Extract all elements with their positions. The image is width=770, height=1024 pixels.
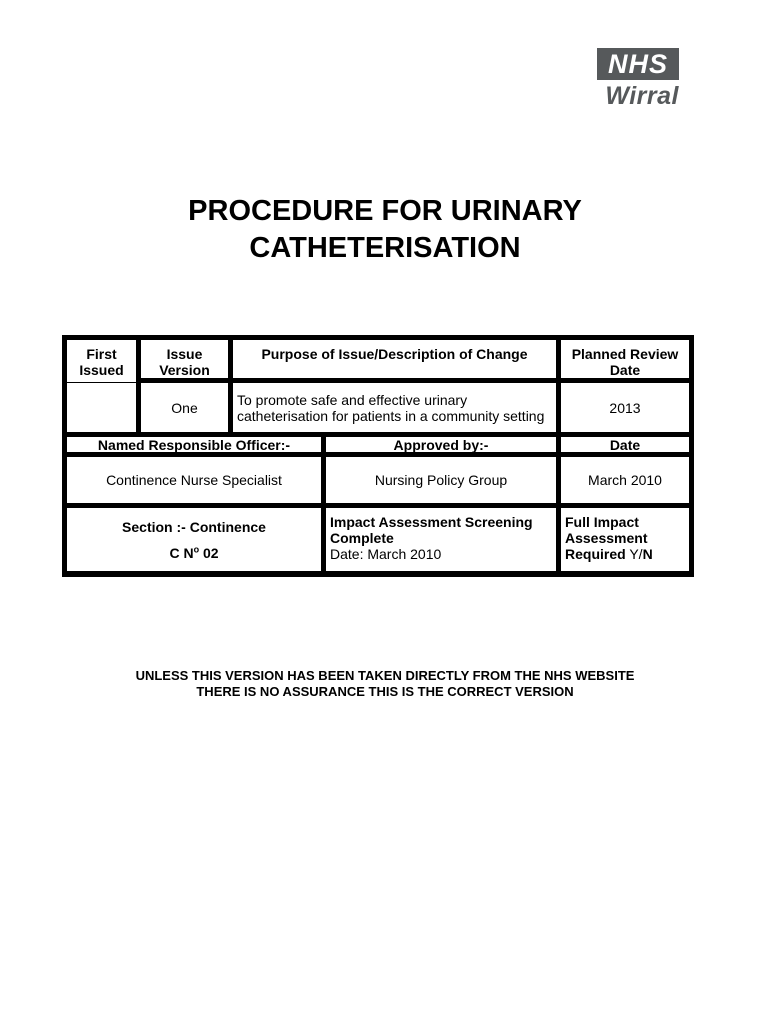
nhs-wirral-logo: [597, 48, 679, 110]
cell-purpose: To promote safe and effective urinary catheterisation for patients in a community setting: [232, 382, 557, 433]
header-issue-version: Issue Version: [140, 339, 229, 379]
page-title: [0, 193, 770, 267]
impact-date: Date: March 2010: [330, 546, 442, 562]
cell-approved-by: Nursing Policy Group: [325, 456, 557, 504]
title-line-2: CATHETERISATION: [249, 232, 521, 264]
cell-section: [66, 507, 322, 572]
impact-heading: Impact Assessment Screening Complete: [330, 514, 533, 546]
version-notice: [0, 668, 770, 700]
cell-full-impact: [560, 507, 690, 572]
full-impact-heading: Full Impact Assessment: [565, 514, 648, 546]
logo-region: Wirral: [605, 82, 679, 110]
section-label: Section :- Continence: [122, 518, 266, 535]
cell-first-issued: [66, 382, 137, 433]
cell-date: March 2010: [560, 456, 690, 504]
header-purpose: Purpose of Issue/Description of Change: [232, 339, 557, 379]
header-first-issued: First Issued: [66, 339, 137, 413]
cell-planned-review: 2013: [560, 382, 690, 433]
notice-line-2: THERE IS NO ASSURANCE THIS IS THE CORRECT VERSION: [196, 684, 574, 699]
cell-responsible-officer: Continence Nurse Specialist: [66, 456, 322, 504]
cell-issue-version: One: [140, 382, 229, 433]
title-line-1: PROCEDURE FOR URINARY: [188, 195, 582, 227]
header-responsible-officer: Named Responsible Officer:-: [66, 436, 322, 453]
document-control-table: [62, 335, 694, 577]
section-code: C $N^o$ 02: [169, 543, 219, 561]
header-date: Date: [560, 436, 690, 453]
cell-impact-assessment: [325, 507, 557, 572]
header-planned-review: Planned Review Date: [560, 339, 690, 379]
notice-line-1: UNLESS THIS VERSION HAS BEEN TAKEN DIRECTLY FROM THE NHS WEBSITE: [135, 668, 635, 683]
nhs-logo-box: NHS: [597, 48, 679, 80]
full-impact-required: Required Y/N: [565, 546, 653, 562]
header-approved-by: Approved by:-: [325, 436, 557, 453]
